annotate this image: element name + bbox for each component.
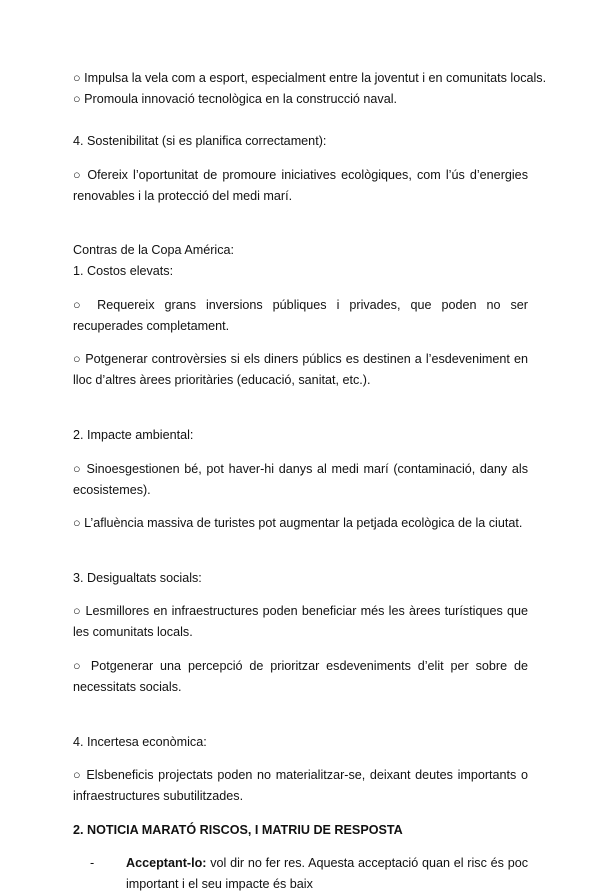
uncertainty-title: 4. Incertesa econòmica: <box>73 734 207 749</box>
list-item-text <box>126 853 528 895</box>
inequality-bullet-1: ○ Lesmillores en infraestructures poden beneficiar més les àrees turístiques que les comunitats locals. <box>73 604 528 640</box>
uncertainty-bullet-1: ○ Elsbeneficis projectats poden no materialitzar-se, deixant deutes importants o infraestructures subutilitzades. <box>73 768 528 804</box>
environment-title: 2. Impacte ambiental: <box>73 427 194 442</box>
intro-line-1: ○ Impulsa la vela com a esport, especialment entre la joventut i en comunitats locals. <box>73 71 547 85</box>
costs-bullet-1: ○ Requereix grans inversions públiques i privades, que poden no ser recuperades completament. <box>73 297 528 333</box>
environment-bullet-1: ○ Sinoesgestionen bé, pot haver-hi danys al medi marí (contaminació, dany als ecosistemes). <box>73 461 528 497</box>
dash-marker: - <box>90 855 95 870</box>
inequality-bullet-2: ○ Potgenerar una percepció de prioritzar esdeveniments d’elit per sobre de necessitats socials. <box>73 658 528 694</box>
document-page <box>73 68 547 895</box>
accept-text: vol dir no fer res. Aquesta acceptació quan el risc és poc important i el seu impacte és baix <box>126 855 528 891</box>
section-2-heading: 2. NOTICIA MARATÓ RISCOS, I MATRIU DE RESPOSTA <box>73 822 403 837</box>
environment-bullet-2: ○ L’afluència massiva de turistes pot augmentar la petjada ecològica de la ciutat. <box>73 516 523 531</box>
inequality-title: 3. Desigualtats socials: <box>73 570 202 585</box>
cons-title: Contras de la Copa América: <box>73 243 235 258</box>
intro-line-2: ○ Promoula innovació tecnològica en la construcció naval. <box>73 92 398 106</box>
accept-label: Acceptant-lo: <box>126 855 207 870</box>
list-item <box>90 853 528 895</box>
costs-bullet-2: ○ Potgenerar controvèrsies si els diners públics es destinen a l’esdeveniment en lloc d’altres àrees prioritàries (educació, sanitat, etc.). <box>73 352 528 388</box>
sustainability-bullet: ○ Ofereix l’oportunitat de promoure iniciatives ecològiques, com l’ús d’energies renovables i la protecció del medi marí. <box>73 167 528 203</box>
sustainability-title: 4. Sostenibilitat (si es planifica correctament): <box>73 134 327 148</box>
costs-title: 1. Costos elevats: <box>73 264 174 279</box>
